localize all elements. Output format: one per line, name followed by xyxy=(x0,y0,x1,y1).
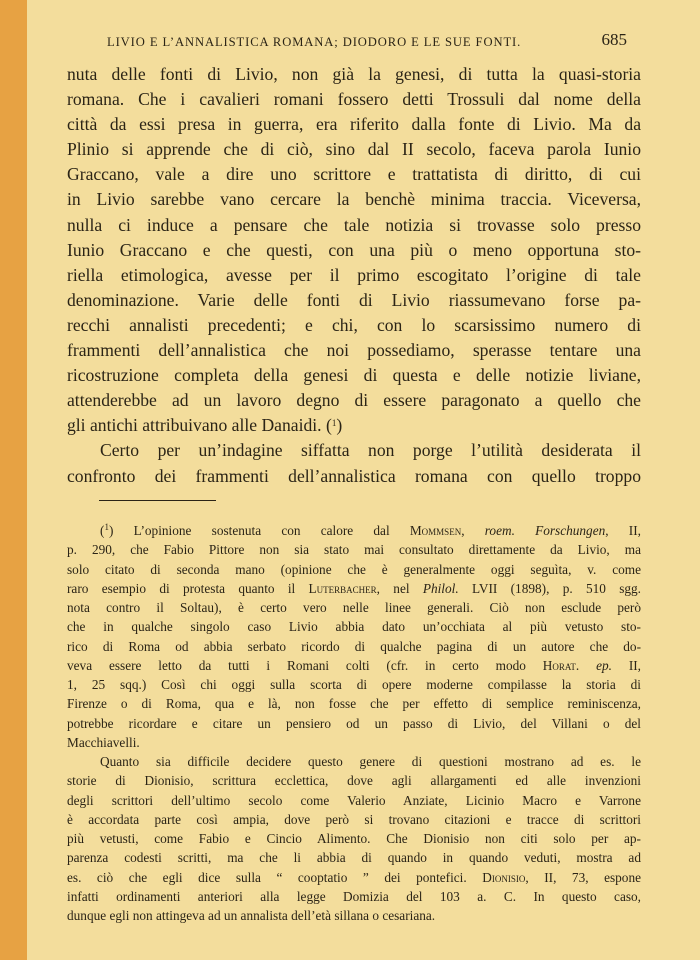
text-line: es. ciò che egli dice sulla “ cooptatio ” dei pontefici. Dionisio, II, 73, espone xyxy=(67,869,641,885)
text-line: raro esempio di protesta quanto il Luterbacher, nel Philol. LVII (1898), p. 510 sgg. xyxy=(67,580,642,596)
text-line: nota contro il Soltau), è certo vero nelle linee generali. Ciò non esclude però xyxy=(67,600,641,615)
text-line: in Livio sarebbe vano cercare la benchè minima traccia. Viceversa, xyxy=(67,189,641,210)
text-line: 1, 25 sqq.) Così chi oggi sulla scorta di opere moderne compilasse la storia di xyxy=(67,677,641,692)
author-name: Mommsen xyxy=(409,523,462,538)
text-line: dunque egli non attingeva ad un annalista dell’età sillana o cesariana. xyxy=(67,908,436,923)
text-line: infatti ordinamenti anteriori alla legge Domizia del 103 a. C. In questo caso, xyxy=(67,888,641,904)
footnote-separator xyxy=(99,500,216,501)
text-line: Macchiavelli. xyxy=(67,734,140,750)
text-line: confronto dei frammenti dell’annalistica romana con quello troppo xyxy=(67,465,641,486)
text-line: storie di Dionisio, scrittura ecclettica, dove agli allargamenti ed alle invenzioni xyxy=(67,773,641,789)
text-line: nuta delle fonti di Livio, non già la genesi, di tutta la quasi-storia xyxy=(67,64,641,84)
text-line: ricostruzione completa della genesi di questa e delle notizie liviane, xyxy=(67,365,641,386)
text-line: Firenze o di Roma, qua e là, non fosse che per effetto di semplice reminiscenza, xyxy=(67,696,641,712)
text-fragment: gli antichi attribuivano alle Danaidi. xyxy=(67,415,322,436)
text-line: è accordata parte così ampia, dove però si trovano citazioni e tracce di scrittori xyxy=(67,811,641,827)
footnote-reference[interactable]: ($^1$) xyxy=(325,415,343,436)
text-line: più vetusti, come Fabio e Cincio Alimento. Che Dionisio non citi solo per ap- xyxy=(67,831,641,846)
footnotes xyxy=(67,521,641,925)
book-page xyxy=(27,0,700,960)
text-line: p. 290, che Fabio Pittore non sia stato mai consultato direttamente da Livio, ma xyxy=(67,542,641,558)
text-line: nulla ci induce a pensare che tale notizia si trovasse solo presso xyxy=(67,214,641,235)
paragraph xyxy=(67,62,641,438)
running-title: LIVIO E L’ANNALISTICA ROMANA; DIODORO E LE SUE FONTI. xyxy=(107,35,522,49)
page-number: 685 xyxy=(601,30,627,49)
text-line: rico di Roma od abbia serbato ricordo di qualche pagina di un autore che do- xyxy=(67,638,641,654)
text-line: veva essere letto da tutti i Romani colti (cfr. in certo modo Horat. ep. II, xyxy=(67,657,641,673)
work-title: roem. Forschungen xyxy=(484,523,606,538)
text-line: attenderebbe ad un lavoro degno di essere paragonato a quello che xyxy=(67,390,641,411)
text-line: recchi annalisti precedenti; e chi, con lo scarsissimo numero di xyxy=(67,314,641,335)
text-line: riella etimologica, avesse per il primo escogitato l’origine di tale xyxy=(67,264,641,285)
work-title: ep. xyxy=(596,657,612,673)
text-line: che in qualche singolo caso Livio abbia dato un’occhiata al più vetusto sto- xyxy=(67,619,641,635)
text-line: degli scrittori dell’ultimo secolo come Valerio Anziate, Licinio Macro e Varrone xyxy=(67,792,641,808)
text-line: Iunio Graccano e che questi, con una più o meno opportuna sto- xyxy=(67,239,641,260)
text-line: Certo per un’indagine siffatta non porge l’utilità desiderata il xyxy=(100,440,641,461)
author-name: Luterbacher xyxy=(308,580,377,596)
running-header xyxy=(107,30,627,52)
text-line: solo citato di seconda mano (opinione che è generalmente oggi seguìta, v. come xyxy=(67,561,641,577)
text-line: Graccano, vale a dire uno scrittore e trattatista di diritto, di cui xyxy=(67,164,641,185)
text-line: potrebbe ricordare e citare un pensiero od un passo di Livio, del Villani o del xyxy=(67,715,641,731)
text-line: Quanto sia difficile decidere questo genere di questioni mostrano ad es. le xyxy=(100,754,641,769)
text-line: ($^1$) L’opinione sostenuta con calore dal Mommsen, roem. Forschungen, II, xyxy=(100,522,641,538)
text-line: parenza codesti scritti, ma che li abbia di quando in quando veduti, mostra ad xyxy=(67,850,641,866)
text-line: frammenti dell’annalistica che noi possediamo, sperasse tentare una xyxy=(67,340,641,361)
work-title: Philol. xyxy=(422,580,459,596)
footnote xyxy=(67,521,641,752)
footnote xyxy=(67,752,641,925)
text-line: città da essi presa in guerra, era riferito dalla fonte di Livio. Ma da xyxy=(67,114,641,135)
author-name: Dionisio xyxy=(482,869,526,885)
footnote-mark: ($^1$) xyxy=(100,522,114,538)
text-line: romana. Che i cavalieri romani fossero detti Trossuli dal nome della xyxy=(67,89,641,110)
text-line: Plinio si apprende che di ciò, sino dal II secolo, faceva parola Iunio xyxy=(67,139,641,160)
text-line: denominazione. Varie delle fonti di Livio riassumevano forse pa- xyxy=(67,289,641,310)
paragraph xyxy=(67,438,641,488)
main-text xyxy=(67,62,641,489)
text-line xyxy=(67,413,641,438)
author-name: Horat. xyxy=(542,657,580,673)
